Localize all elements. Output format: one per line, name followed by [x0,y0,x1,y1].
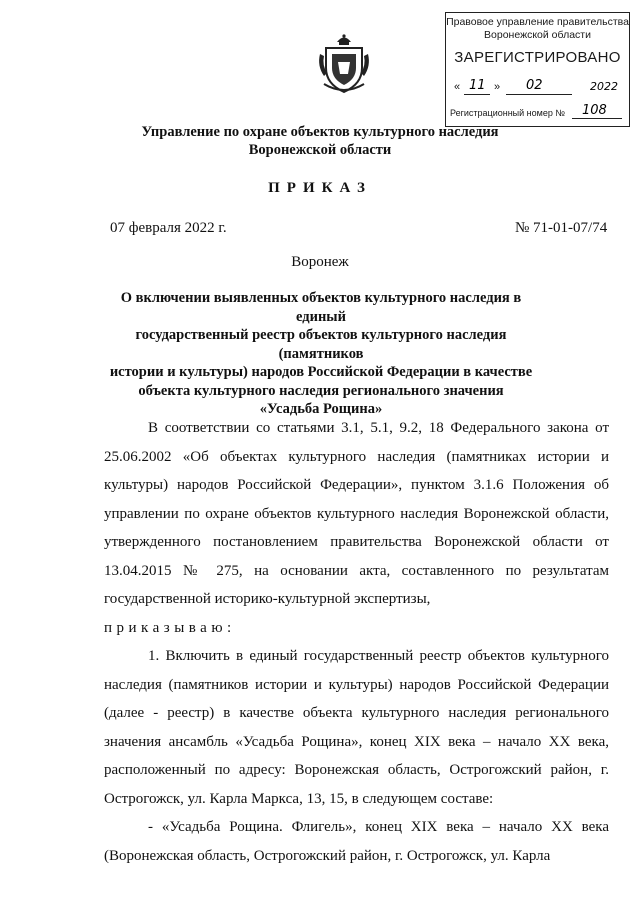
order-item-1: 1. Включить в единый государственный реестр объектов культурного наследия (памятников истории и культуры) народов Российской Федерации (далее - реестр) в качестве объекта культурного наследия регионального значения ансамбль «Усадьба Рощина», конец XIX века – начало XX века, расположенный по адресу: Воронежская область, Острогожский район, г. Острогожск, ул. Карла Маркса, 13, 15, в следующем составе: [104,648,609,807]
order-item-1-sub-1: - «Усадьба Рощина. Флигель», конец XIX века – начало XX века (Воронежская область, Острогожский район, г. Острогожск, ул. Карла [104,819,609,864]
stamp-registered-label: ЗАРЕГИСТРИРОВАНО [454,49,621,66]
stamp-reg-number [450,103,625,119]
order-city: Воронеж [291,254,349,270]
stamp-date-open-quote: « [454,81,461,93]
stamp-date [454,77,623,95]
stamp-reg-number-value: 108 [582,103,607,118]
heading-line1: О включении выявленных объектов культурного наследия в единый [120,290,522,325]
order-word: приказываю: [104,619,236,636]
heading-line3: истории и культуры) народов Российской Федерации в качестве [109,364,533,380]
order-number: № 71-01-07/74 [515,220,608,236]
heading-line2: государственный реестр объектов культурного наследия (памятников [135,327,507,362]
preamble-paragraph: В соответствии со статьями 3.1, 5.1, 9.2, 18 Федерального закона от 25.06.2002 «Об объектах культурного наследия (памятниках истории и культуры) народов Российской Федерации», пунктом 3.1.6 Положения об управлении по охране объектов культурного наследия Воронежской области, утвержденного постановлением правительства Воронежской области от 13.04.2015 № 275, на основании акта, составленного по результатам государственной историко-культурной экспертизы, [104,420,609,607]
agency-name-line1: Управление по охране объектов культурного наследия [141,124,499,140]
order-title: ПРИКАЗ [268,180,372,196]
heading-line5: «Усадьба Рощина» [259,401,383,417]
order-heading [96,289,546,419]
stamp-date-month: 02 [526,78,543,93]
agency-name-line2: Воронежской области [248,142,392,158]
stamp-date-year: 2022 [590,80,618,93]
stamp-month-underline [506,94,572,95]
stamp-org-line1: Правовое управление правительства [446,16,629,28]
stamp-organization [446,16,629,42]
stamp-date-close-quote: » [494,81,501,93]
stamp-date-day: 11 [469,78,486,93]
heading-line4: объекта культурного наследия регионального значения [138,382,504,399]
coat-of-arms-icon [316,32,372,98]
stamp-number-underline [572,118,622,119]
stamp-org-line2: Воронежской области [484,29,591,41]
registration-stamp [445,12,630,127]
order-date: 07 февраля 2022 г. [110,220,227,236]
stamp-day-underline [464,94,490,95]
stamp-reg-number-label: Регистрационный номер № [450,108,566,118]
order-body [104,414,609,870]
